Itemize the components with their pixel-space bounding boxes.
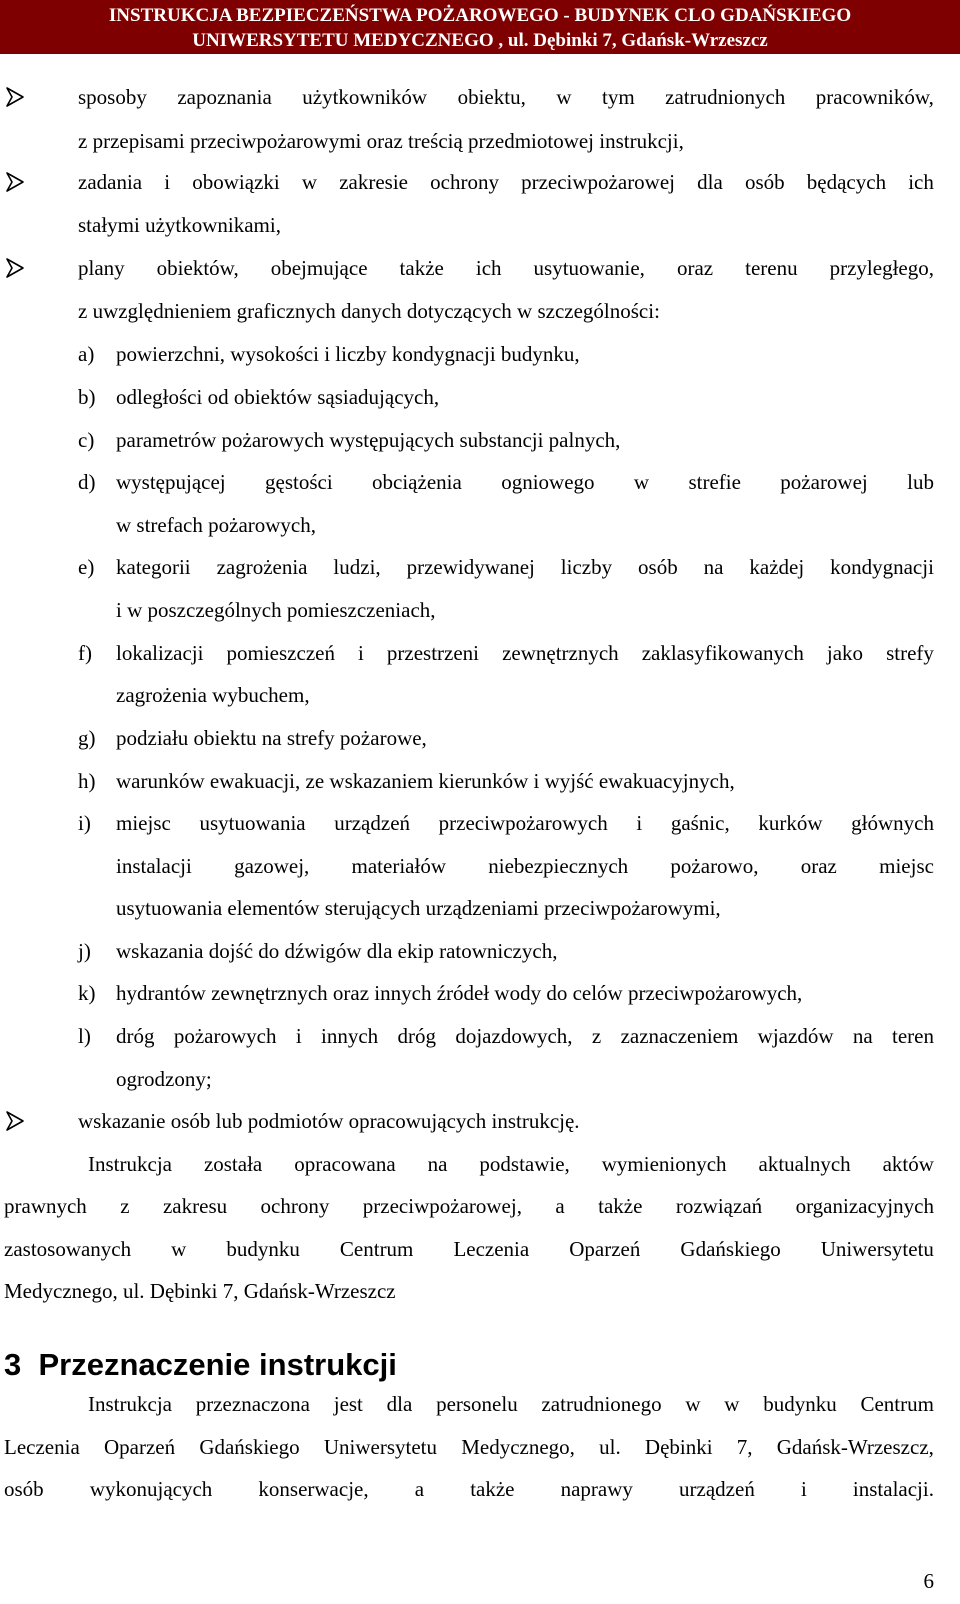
word: Centrum xyxy=(860,1392,934,1416)
word: jako xyxy=(826,641,864,665)
word: Oparzeń xyxy=(569,1237,641,1261)
word: w xyxy=(633,470,650,494)
word: kategorii xyxy=(116,555,191,579)
word: naprawy xyxy=(560,1477,633,1501)
word: przeznaczona xyxy=(195,1392,310,1416)
word: Oparzeń xyxy=(103,1435,176,1459)
paragraph-line xyxy=(88,1391,934,1417)
word: niebezpiecznych xyxy=(488,854,629,878)
word: także xyxy=(399,256,444,280)
word: aktów xyxy=(882,1152,934,1176)
item-label: a) xyxy=(78,342,95,366)
item-line: wskazania dojść do dźwigów dla ekip ratowniczych, xyxy=(116,939,558,963)
word: obiektu, xyxy=(457,85,526,109)
word: obowiązki xyxy=(192,170,280,194)
item-label: g) xyxy=(78,726,96,750)
word: Gdańskiego xyxy=(680,1237,781,1261)
item-label: e) xyxy=(78,555,95,579)
item-line: usytuowania elementów sterujących urządzeniami przeciwpożarowymi, xyxy=(116,896,721,920)
word: z xyxy=(120,1194,130,1218)
word: pożarowej xyxy=(780,470,868,494)
word: liczby xyxy=(560,555,613,579)
paragraph-line xyxy=(4,1236,934,1262)
item-line: ogrodzony; xyxy=(116,1067,212,1091)
word: i xyxy=(295,1024,302,1048)
word: przeciwpożarowej, xyxy=(362,1194,522,1218)
word: w xyxy=(301,170,318,194)
word: Medycznego, xyxy=(461,1435,575,1459)
word: została xyxy=(203,1152,263,1176)
word: osób xyxy=(744,170,785,194)
word: teren xyxy=(892,1024,934,1048)
word: obejmujące xyxy=(270,256,368,280)
word: plany xyxy=(78,256,125,280)
word: innych xyxy=(321,1024,379,1048)
word: organizacyjnych xyxy=(795,1194,934,1218)
word: instalacji. xyxy=(852,1477,934,1501)
word: sposoby xyxy=(78,85,147,109)
word: dróg xyxy=(116,1024,155,1048)
word: pomieszczeń xyxy=(226,641,335,665)
item-line: warunków ewakuacji, ze wskazaniem kierunków i wyjść ewakuacyjnych, xyxy=(116,769,735,793)
bullet-line: z uwzględnieniem graficznych danych dotyczących w szczególności: xyxy=(78,299,660,323)
word: zapoznania xyxy=(177,85,272,109)
word: konserwacje, xyxy=(258,1477,369,1501)
item-label: f) xyxy=(78,641,92,665)
word: głównych xyxy=(851,811,934,835)
word: przyległego, xyxy=(829,256,934,280)
word: i xyxy=(164,170,171,194)
item-label: h) xyxy=(78,769,96,793)
section-heading xyxy=(4,1346,397,1384)
word: ochrony xyxy=(430,170,499,194)
word: i xyxy=(636,811,643,835)
word: a xyxy=(414,1477,425,1501)
word: Uniwersytetu xyxy=(323,1435,437,1459)
word: w xyxy=(685,1392,701,1416)
word: pracowników, xyxy=(815,85,934,109)
word: także xyxy=(598,1194,643,1218)
item-label: j) xyxy=(78,939,91,963)
word: Leczenia xyxy=(453,1237,530,1261)
item-line: i w poszczególnych pomieszczeniach, xyxy=(116,598,436,622)
item-line: w strefach pożarowych, xyxy=(116,513,316,537)
word: dla xyxy=(697,170,723,194)
word: zakresu xyxy=(162,1194,228,1218)
word: Uniwersytetu xyxy=(820,1237,934,1261)
bullet-line: z przepisami przeciwpożarowymi oraz treścią przedmiotowej instrukcji, xyxy=(78,129,684,153)
word: zagrożenia xyxy=(216,555,308,579)
arrow-bullet-icon xyxy=(4,255,34,281)
word: instalacji xyxy=(116,854,192,878)
word: i xyxy=(800,1477,807,1501)
word: ogniowego xyxy=(501,470,595,494)
section-number: 3 xyxy=(4,1347,22,1382)
word: ul. xyxy=(599,1435,621,1459)
word: aktualnych xyxy=(758,1152,851,1176)
item-line xyxy=(116,554,934,580)
word: zatrudnionego xyxy=(541,1392,662,1416)
paragraph-line xyxy=(88,1151,934,1177)
word: jest xyxy=(333,1392,363,1416)
item-line xyxy=(116,1023,934,1049)
item-line: parametrów pożarowych występujących substancji palnych, xyxy=(116,428,621,452)
word: obciążenia xyxy=(372,470,462,494)
word: z xyxy=(591,1024,602,1048)
word: gaśnic, xyxy=(670,811,730,835)
word: w xyxy=(171,1237,187,1261)
word: a xyxy=(555,1194,565,1218)
header-line-1: INSTRUKCJA BEZPIECZEŃSTWA POŻAROWEGO - BUDYNEK CLO GDAŃSKIEGO xyxy=(108,5,852,26)
word: osób xyxy=(4,1477,44,1501)
word: gazowej, xyxy=(234,854,310,878)
word: tym xyxy=(601,85,635,109)
paragraph-line xyxy=(4,1193,934,1219)
word: osób xyxy=(638,555,678,579)
word: użytkowników xyxy=(302,85,428,109)
item-line: hydrantów zewnętrznych oraz innych źródeł wody do celów przeciwpożarowych, xyxy=(116,981,803,1005)
word: przewidywanej xyxy=(406,555,535,579)
item-label: i) xyxy=(78,811,91,835)
word: urządzeń xyxy=(334,811,411,835)
item-label: l) xyxy=(78,1024,91,1048)
word: ochrony xyxy=(260,1194,330,1218)
bullet-line: wskazanie osób lub podmiotów opracowujących instrukcję. xyxy=(78,1109,580,1133)
word: opracowana xyxy=(294,1152,396,1176)
word: zastosowanych xyxy=(4,1237,132,1261)
word: każdej xyxy=(749,555,805,579)
word: urządzeń xyxy=(679,1477,755,1501)
word: strefy xyxy=(886,641,934,665)
paragraph-line xyxy=(4,1434,934,1460)
item-line xyxy=(116,469,934,495)
word: Centrum xyxy=(339,1237,414,1261)
word: zaklasyfikowanych xyxy=(641,641,804,665)
word: 7, xyxy=(736,1435,753,1459)
word: terenu xyxy=(745,256,798,280)
word: rozwiązań xyxy=(675,1194,763,1218)
arrow-bullet-icon xyxy=(4,1108,34,1134)
paragraph-line xyxy=(4,1476,934,1502)
word: pożarowo, xyxy=(670,854,759,878)
header-line-2: UNIWERSYTETU MEDYCZNEGO , ul. Dębinki 7, Gdańsk-Wrzeszcz xyxy=(192,30,768,51)
word: występującej xyxy=(116,470,226,494)
item-line xyxy=(116,853,934,879)
word: materiałów xyxy=(351,854,446,878)
arrow-bullet-icon xyxy=(4,169,34,195)
word: Instrukcja xyxy=(88,1392,172,1416)
bullet-line xyxy=(78,255,934,281)
item-label: k) xyxy=(78,981,96,1005)
word: wjazdów xyxy=(757,1024,834,1048)
word: przestrzeni xyxy=(386,641,480,665)
document-header xyxy=(0,0,960,54)
word: dróg xyxy=(397,1024,436,1048)
item-line: odległości od obiektów sąsiadujących, xyxy=(116,385,440,409)
word: ich xyxy=(908,170,934,194)
word: miejsc xyxy=(116,811,171,835)
word: usytuowanie, xyxy=(533,256,645,280)
word: wymienionych xyxy=(601,1152,727,1176)
item-line xyxy=(116,640,934,666)
word: prawnych xyxy=(4,1194,87,1218)
word: Dębinki xyxy=(644,1435,713,1459)
section-title: Przeznaczenie instrukcji xyxy=(38,1347,397,1382)
word: na xyxy=(427,1152,448,1176)
word: lub xyxy=(907,470,934,494)
word: oraz xyxy=(676,256,714,280)
item-line: powierzchni, wysokości i liczby kondygnacji budynku, xyxy=(116,342,580,366)
word: na xyxy=(703,555,724,579)
word: na xyxy=(852,1024,873,1048)
page-number: 6 xyxy=(923,1569,934,1593)
word: pożarowych xyxy=(173,1024,277,1048)
item-line: podziału obiektu na strefy pożarowe, xyxy=(116,726,427,750)
word: przeciwpożarowych xyxy=(438,811,608,835)
word: ludzi, xyxy=(333,555,381,579)
item-label: b) xyxy=(78,385,96,409)
word: dla xyxy=(386,1392,413,1416)
word: lokalizacji xyxy=(116,641,204,665)
bullet-line xyxy=(78,169,934,195)
bullet-line: stałymi użytkownikami, xyxy=(78,213,281,237)
word: kondygnacji xyxy=(830,555,934,579)
word: miejsc xyxy=(879,854,934,878)
word: budynku xyxy=(226,1237,300,1261)
word: zatrudnionych xyxy=(665,85,786,109)
word: obiektów, xyxy=(156,256,239,280)
word: będących xyxy=(806,170,887,194)
item-label: d) xyxy=(78,470,96,494)
word: usytuowania xyxy=(199,811,306,835)
item-label: c) xyxy=(78,428,95,452)
word: przeciwpożarowej xyxy=(521,170,676,194)
word: w xyxy=(556,85,572,109)
item-line: zagrożenia wybuchem, xyxy=(116,683,310,707)
word: Gdańskiego xyxy=(199,1435,300,1459)
word: zewnętrznych xyxy=(502,641,619,665)
word: wykonujących xyxy=(89,1477,213,1501)
arrow-bullet-icon xyxy=(4,84,34,110)
word: gęstości xyxy=(265,470,333,494)
word: w xyxy=(724,1392,740,1416)
word: Instrukcja xyxy=(88,1152,172,1176)
word: ich xyxy=(475,256,502,280)
bullet-line xyxy=(78,84,934,110)
word: i xyxy=(358,641,364,665)
word: budynku xyxy=(763,1392,837,1416)
word: zaznaczeniem xyxy=(620,1024,739,1048)
word: zadania xyxy=(78,170,143,194)
word: kurków xyxy=(758,811,823,835)
word: także xyxy=(470,1477,515,1501)
word: zakresie xyxy=(339,170,408,194)
word: oraz xyxy=(800,854,837,878)
paragraph-line: Medycznego, ul. Dębinki 7, Gdańsk-Wrzeszcz xyxy=(4,1279,396,1303)
word: podstawie, xyxy=(479,1152,570,1176)
word: strefie xyxy=(688,470,741,494)
item-line xyxy=(116,810,934,836)
word: dojazdowych, xyxy=(455,1024,573,1048)
word: Gdańsk-Wrzeszcz, xyxy=(776,1435,934,1459)
word: personelu xyxy=(436,1392,518,1416)
word: Leczenia xyxy=(4,1435,80,1459)
